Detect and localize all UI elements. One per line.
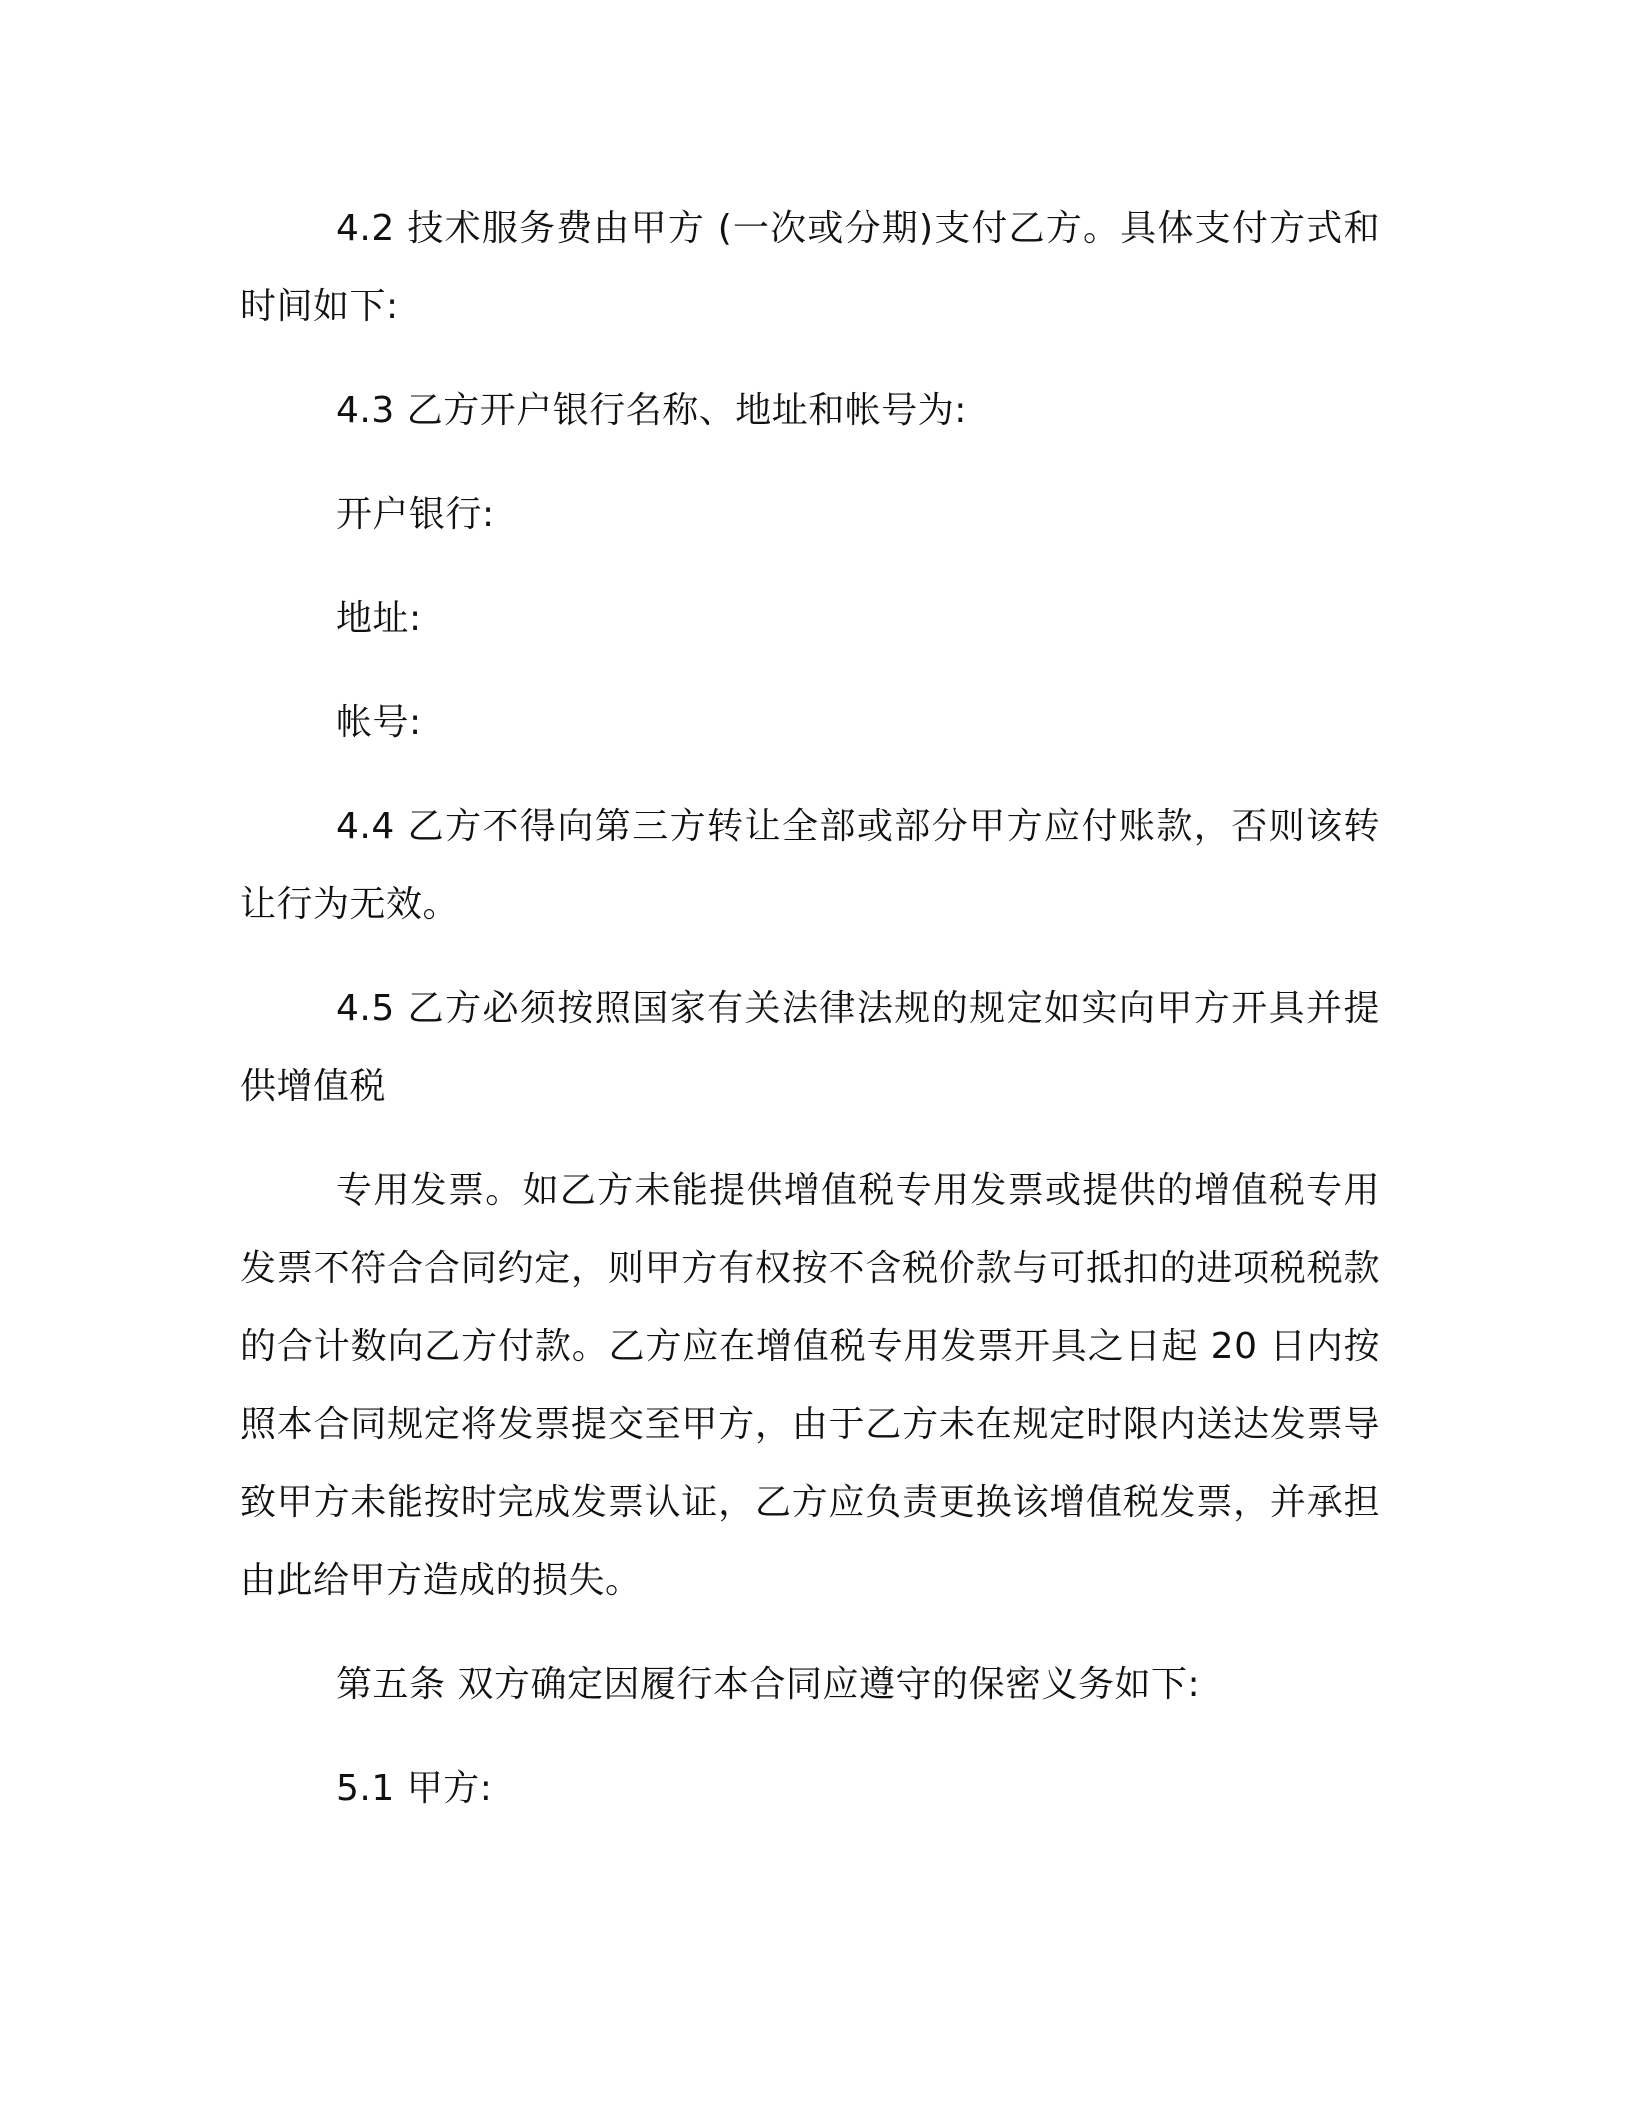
clause-4-2: 4.2 技术服务费由甲方 (一次或分期)支付乙方。具体支付方式和时间如下:: [240, 208, 1380, 327]
document-body: [240, 190, 1380, 1854]
bank-name-line: 开户银行:: [336, 494, 495, 535]
clause-4-4: 4.4 乙方不得向第三方转让全部或部分甲方应付账款，否则该转让行为无效。: [240, 806, 1380, 925]
clause-4-5: 4.5 乙方必须按照国家有关法律法规的规定如实向甲方开具并提供增值税: [240, 988, 1380, 1107]
clause-5-1: 5.1 甲方:: [336, 1768, 493, 1809]
clause-4-5-continued: 专用发票。如乙方未能提供增值税专用发票或提供的增值税专用发票不符合合同约定，则甲方有权按不含税价款与可抵扣的进项税税款的合计数向乙方付款。乙方应在增值税专用发票开具之日起 20 日内按照本合同规定将发票提交至甲方，由于乙方未在规定时限内送达发票导致甲方未能按时完成发票认证，乙方应负责更换该增值税发票，并承担由此给甲方造成的损失。: [240, 1170, 1380, 1601]
clause-4-3: 4.3 乙方开户银行名称、地址和帐号为:: [336, 390, 967, 431]
article-5-heading: 第五条 双方确定因履行本合同应遵守的保密义务如下:: [336, 1664, 1201, 1705]
bank-account-line: 帐号:: [336, 702, 422, 743]
bank-address-line: 地址:: [336, 598, 422, 639]
